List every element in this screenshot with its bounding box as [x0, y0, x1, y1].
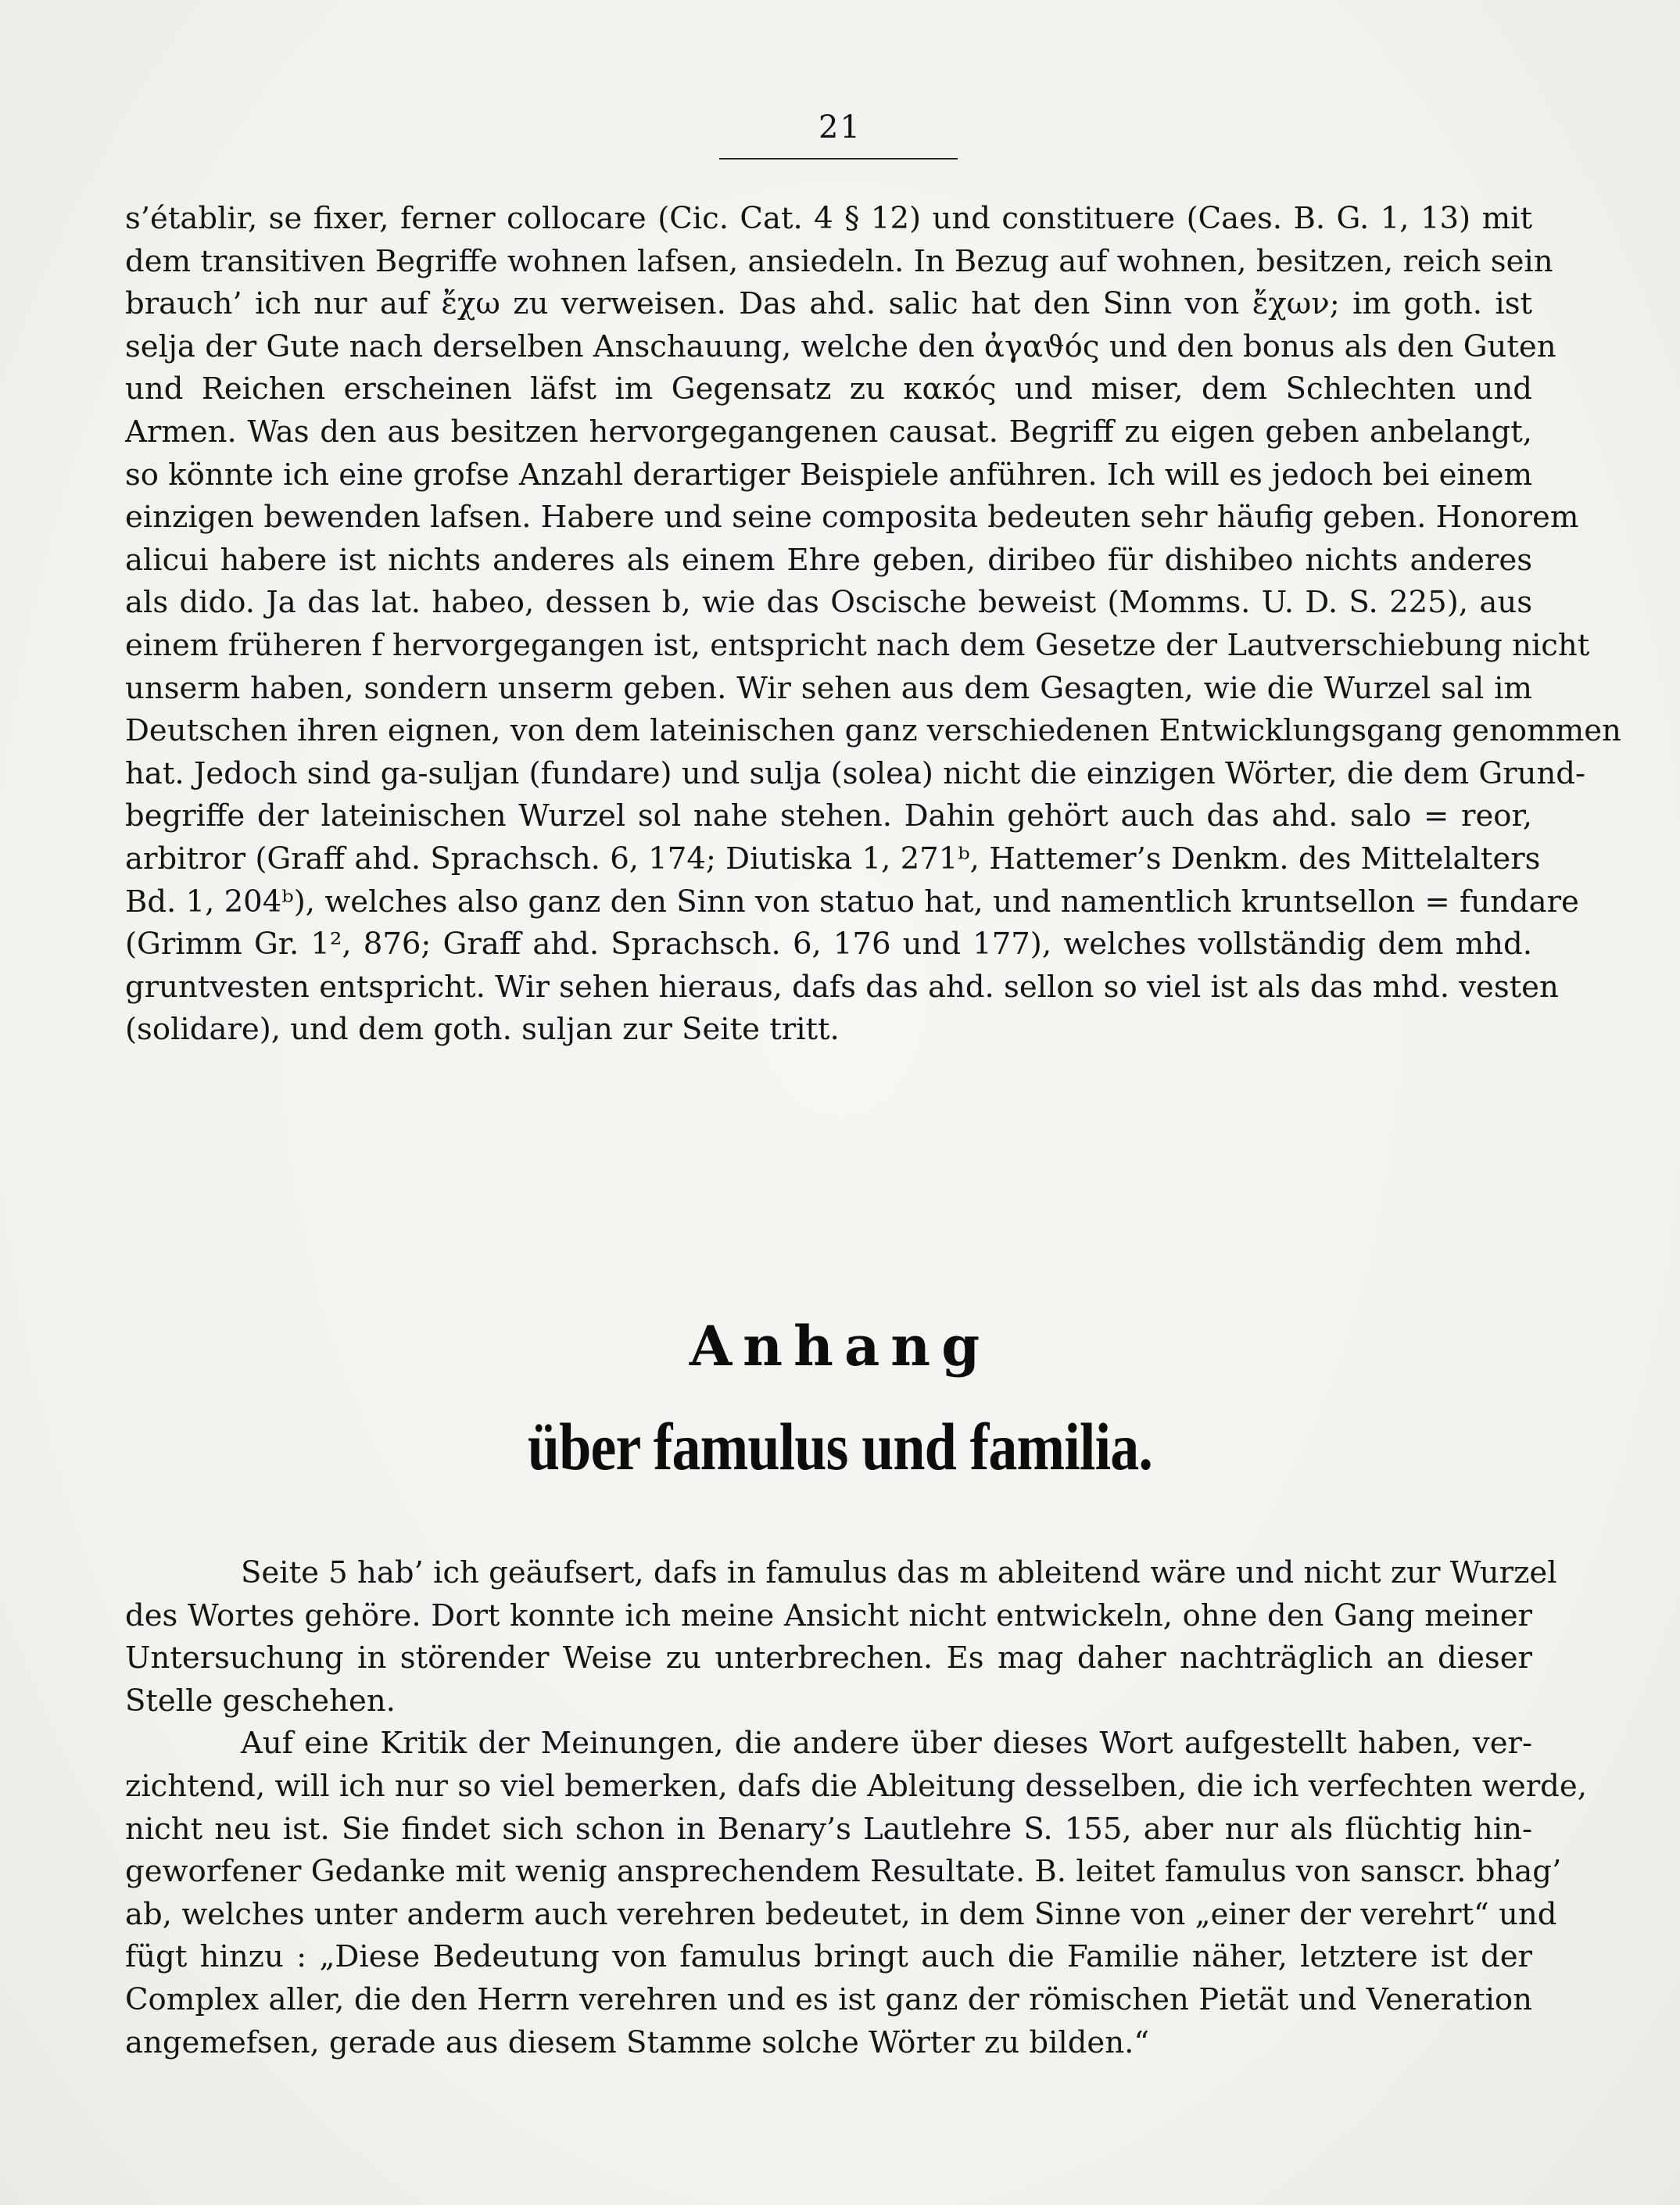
- text-line: (Grimm Gr. 1², 876; Graff ahd. Sprachsch. 6, 176 und 177), welches vollständig dem mhd.: [125, 927, 1532, 963]
- text-line: des Wortes gehöre. Dort konnte ich meine Ansicht nicht entwickeln, ohne den Gang meiner: [125, 1597, 1532, 1633]
- text-line: Auf eine Kritik der Meinungen, die andere über dieses Wort aufgestellt haben, ver-: [241, 1726, 1532, 1762]
- text-line: arbitror (Graff ahd. Sprachsch. 6, 174; Diutiska 1, 271ᵇ, Hattemer’s Denkm. des Mittelalters: [125, 841, 1541, 877]
- text-line: dem transitiven Begriffe wohnen lafsen, ansiedeln. In Bezug auf wohnen, besitzen, reich sein: [125, 243, 1553, 279]
- text-line: Bd. 1, 204ᵇ), welches also ganz den Sinn von statuo hat, und namentlich kruntsellon = fundare: [125, 884, 1579, 920]
- page-number: 21: [819, 109, 861, 145]
- text-line: nicht neu ist. Sie findet sich schon in Benary’s Lautlehre S. 155, aber nur als flüchtig hin-: [125, 1811, 1532, 1847]
- text-line: s’établir, se fixer, ferner collocare (Cic. Cat. 4 § 12) und constituere (Caes. B. G. 1, 13) mit: [125, 201, 1532, 236]
- text-line: gruntvesten entspricht. Wir sehen hieraus, dafs das ahd. sellon so viel ist als das mhd. vesten: [125, 969, 1559, 1005]
- text-line: alicui habere ist nichts anderes als einem Ehre geben, diribeo für dishibeo nichts anderes: [125, 542, 1532, 578]
- text-line: einzigen bewenden lafsen. Habere und seine composita bedeuten sehr häufig geben. Honorem: [125, 500, 1579, 536]
- text-line: fügt hinzu : „Diese Bedeutung von famulus bringt auch die Familie näher, letztere ist der: [125, 1939, 1532, 1975]
- text-line: geworfener Gedanke mit wenig ansprechendem Resultate. B. leitet famulus von sanscr. bhag’: [125, 1854, 1562, 1890]
- text-line: unserm haben, sondern unserm geben. Wir sehen aus dem Gesagten, wie die Wurzel sal im: [125, 670, 1532, 706]
- text-line: als dido. Ja das lat. habeo, dessen b, wie das Oscische beweist (Momms. U. D. S. 225), aus: [125, 585, 1532, 621]
- section-subheading: über famulus und familia.: [527, 1409, 1153, 1484]
- text-line: Deutschen ihren eignen, von dem lateinischen ganz verschiedenen Entwicklungsgang genommen: [125, 713, 1621, 749]
- header-rule: [719, 158, 958, 160]
- text-line: selja der Gute nach derselben Anschauung, welche den ἀγαϑός und den bonus als den Guten: [125, 328, 1556, 364]
- text-line: einem früheren f hervorgegangen ist, entspricht nach dem Gesetze der Lautverschiebung nicht: [125, 627, 1590, 663]
- text-line: begriffe der lateinischen Wurzel sol nahe stehen. Dahin gehört auch das ahd. salo = reor,: [125, 798, 1532, 834]
- text-line: (solidare), und dem goth. suljan zur Seite tritt.: [125, 1012, 840, 1048]
- text-line: Seite 5 hab’ ich geäufsert, dafs in famulus das m ableitend wäre und nicht zur Wurzel: [241, 1555, 1557, 1590]
- text-line: und Reichen erscheinen läfst im Gegensatz zu κακός und miser, dem Schlechten und: [125, 371, 1532, 407]
- text-line: Stelle geschehen.: [125, 1683, 396, 1719]
- text-line: angemefsen, gerade aus diesem Stamme solche Wörter zu bilden.“: [125, 2024, 1150, 2060]
- section-heading: Anhang: [689, 1314, 991, 1379]
- text-line: hat. Jedoch sind ga-suljan (fundare) und sulja (solea) nicht die einzigen Wörter, die dem Grund-: [125, 755, 1586, 791]
- text-line: Untersuchung in störender Weise zu unterbrechen. Es mag daher nachträglich an dieser: [125, 1640, 1532, 1676]
- text-line: brauch’ ich nur auf ἔχω zu verweisen. Das ahd. salic hat den Sinn von ἔχων; im goth. ist: [125, 286, 1532, 322]
- text-line: Armen. Was den aus besitzen hervorgegangenen causat. Begriff zu eigen geben anbelangt,: [125, 414, 1532, 450]
- text-line: so könnte ich eine grofse Anzahl derartiger Beispiele anführen. Ich will es jedoch bei einem: [125, 457, 1533, 493]
- text-line: ab, welches unter anderm auch verehren bedeutet, in dem Sinne von „einer der verehrt“ und: [125, 1896, 1557, 1932]
- text-line: Complex aller, die den Herrn verehren und es ist ganz der römischen Pietät und Veneration: [125, 1981, 1532, 2017]
- paragraph-continued: [125, 198, 1621, 1052]
- section-body: [125, 1552, 1587, 2064]
- text-line: zichtend, will ich nur so viel bemerken, dafs die Ableitung desselben, die ich verfechten werde,: [125, 1768, 1587, 1804]
